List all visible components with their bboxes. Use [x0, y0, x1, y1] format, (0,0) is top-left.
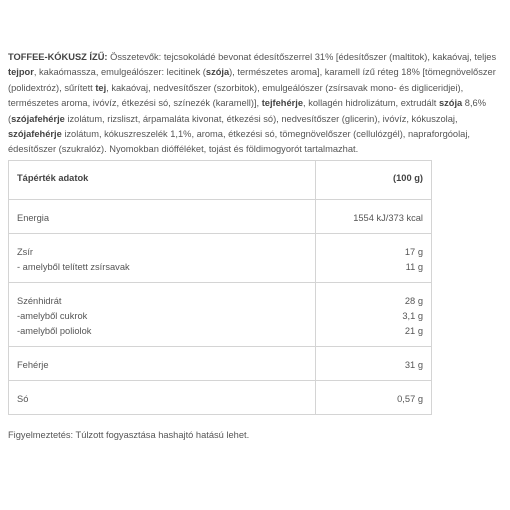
- nutrient-name: Energia: [17, 213, 50, 223]
- warning-text: Figyelmeztetés: Túlzott fogyasztása hashajtó hatású lehet.: [8, 430, 250, 440]
- ingredient-allergen: szója: [205, 67, 230, 78]
- nutrient-value: 28 g: [404, 296, 423, 306]
- nutrient-value-cell: [316, 381, 432, 415]
- nutrient-name: -amelyből poliolok: [17, 326, 92, 336]
- ingredient-segment: , kollagén hidrolizátum, extrudált: [303, 98, 439, 109]
- ingredient-allergen: tejfehérje: [261, 98, 304, 109]
- nutrition-header-per-100g: (100 g): [316, 161, 432, 200]
- nutrient-name-cell: [9, 381, 316, 415]
- nutrition-row: [9, 234, 432, 283]
- nutrient-value-cell: [316, 234, 432, 283]
- nutrition-table-body: [9, 200, 432, 415]
- nutrient-value-cell: [316, 283, 432, 347]
- nutrition-row: [9, 347, 432, 381]
- nutrient-value: 11 g: [405, 262, 423, 272]
- ingredient-segment: , kakaómassza, emulgeálószer: lecitinek (: [33, 67, 206, 78]
- nutrient-name-cell: [9, 234, 316, 283]
- nutrient-value: 1554 kJ/373 kcal: [353, 213, 423, 223]
- nutrient-value-cell: [316, 347, 432, 381]
- nutrient-value: 31 g: [404, 360, 423, 370]
- nutrition-row: [9, 200, 432, 234]
- nutrient-name-cell: [9, 200, 316, 234]
- nutrient-name: - amelyből telített zsírsavak: [17, 262, 130, 272]
- ingredient-segment: Összetevők: tejcsokoládé bevonat édesítőszerrel 31% [édesítőszer (maltitok), kakaóvaj, teljes: [107, 52, 497, 62]
- nutrient-name-cell: [9, 347, 316, 381]
- ingredient-allergen: szójafehérje: [8, 129, 62, 140]
- ingredient-segment: , kakaóvaj, nedvesítőszer (szorbitok), emulgeálószer (zsírsavak mono- és digliceridjei), természetes aroma, ivóvíz, étkezési só, színezék (karamell)],: [8, 82, 464, 109]
- nutrient-value: 3,1 g: [402, 311, 423, 321]
- nutrient-value: 0,57 g: [397, 394, 423, 404]
- nutrition-row: [9, 283, 432, 347]
- nutrient-name-cell: [9, 283, 316, 347]
- ingredient-segment: izolátum, rizsliszt, árpamaláta kivonat, étkezési só), nedvesítőszer (glicerin), ivóvíz, kókuszolaj,: [64, 113, 458, 124]
- nutrient-value: 17 g: [404, 247, 423, 257]
- nutrient-value: 21 g: [404, 326, 423, 336]
- ingredient-allergen: szója: [438, 98, 463, 109]
- nutrition-table-header-row: [9, 161, 432, 200]
- nutrition-row: [9, 381, 432, 415]
- nutrient-name: -amelyből cukrok: [17, 311, 88, 321]
- ingredient-allergen: szójafehérje: [11, 113, 65, 124]
- nutrition-table: [8, 160, 432, 415]
- nutrient-name: Só: [17, 394, 29, 404]
- nutrient-name: Szénhidrát: [17, 296, 62, 306]
- ingredient-segment: ), természetes aroma], karamell ízű réteg 18% [tömegnövelőszer (polidextróz), sűrített: [8, 67, 496, 93]
- nutrient-value-cell: [316, 200, 432, 234]
- ingredient-allergen: tejpor: [8, 67, 34, 78]
- ingredient-segment: izolátum, kókuszreszelék 1,1%, aroma, étkezési só, tömegnövelőszer (cellulózgél), napraforgóolaj, édesítőszer (szukralóz). Nyomokban diófféléket, tojást és földimogyorót tartalmazhat.: [8, 129, 470, 155]
- ingredient-allergen: tej: [95, 82, 107, 93]
- ingredient-allergen: TOFFEE-KÓKUSZ ÍZŰ:: [8, 52, 108, 62]
- nutrient-name: Zsír: [17, 247, 34, 257]
- ingredient-segment: 8,6% (: [8, 98, 486, 124]
- nutrition-header-label: Tápérték adatok: [9, 161, 316, 200]
- ingredients-text: [8, 50, 502, 158]
- nutrient-name: Fehérje: [17, 360, 49, 370]
